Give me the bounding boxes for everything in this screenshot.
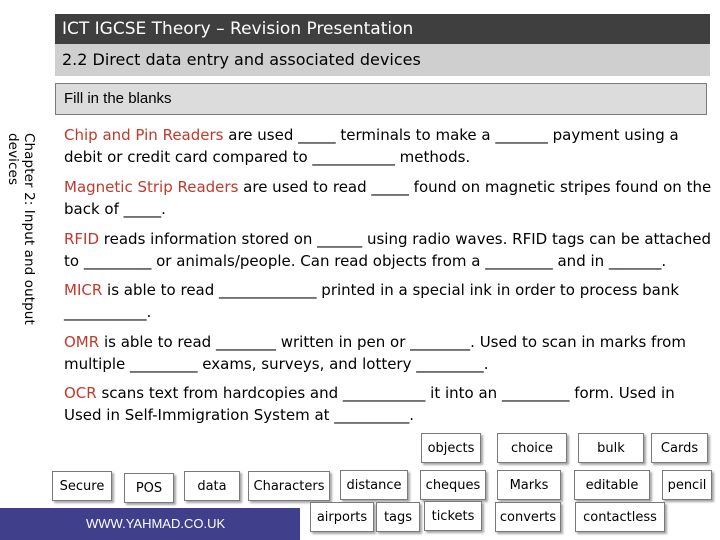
term: Magnetic Strip Readers xyxy=(64,178,239,196)
term: OCR xyxy=(64,384,97,402)
term: Chip and Pin Readers xyxy=(64,126,224,144)
word-chip[interactable]: contactless xyxy=(575,502,665,532)
paragraph-text: is able to read _____________ printed in a special ink in order to process bank ___________. xyxy=(64,281,680,321)
paragraph-chip-pin xyxy=(64,124,714,168)
word-chip[interactable]: editable xyxy=(574,470,650,500)
website-footer[interactable]: WWW.YAHMAD.CO.UK xyxy=(0,508,300,540)
paragraph-rfid xyxy=(64,228,714,272)
section-subtitle: 2.2 Direct data entry and associated devices xyxy=(55,44,710,76)
word-chip[interactable]: choice xyxy=(497,433,567,463)
word-chip[interactable]: tags xyxy=(376,502,420,532)
word-chip[interactable]: airports xyxy=(310,502,374,532)
chapter-side-label: Chapter 2: Input and output devices xyxy=(5,133,37,325)
word-chip[interactable]: Secure xyxy=(52,471,112,501)
word-chip[interactable]: bulk xyxy=(578,433,644,463)
term: RFID xyxy=(64,230,100,248)
paragraph-micr xyxy=(64,279,714,323)
word-chip[interactable]: Marks xyxy=(497,470,561,500)
word-chip[interactable]: distance xyxy=(340,470,408,500)
paragraph-ocr xyxy=(64,382,714,426)
paragraph-magnetic-strip xyxy=(64,176,714,220)
word-chip[interactable]: Characters xyxy=(248,471,330,501)
word-chip[interactable]: Cards xyxy=(651,433,708,463)
paragraph-omr xyxy=(64,331,714,375)
word-chip[interactable]: converts xyxy=(495,502,561,532)
paragraph-text: is able to read ________ written in pen or ________. Used to scan in marks from multiple _________ exams, surveys, and lottery _________. xyxy=(64,333,686,373)
term: MICR xyxy=(64,281,103,299)
word-chip[interactable]: tickets xyxy=(424,501,482,531)
task-heading: Fill in the blanks xyxy=(55,83,707,115)
paragraph-text: scans text from hardcopies and ___________ it into an _________ form. Used in Used in Self-Immigration System at __________. xyxy=(64,384,675,424)
presentation-title: ICT IGCSE Theory – Revision Presentation xyxy=(55,14,710,44)
paragraph-text: reads information stored on ______ using radio waves. RFID tags can be attached to _________ or animals/people. Can read objects from a _________ and in _______. xyxy=(64,230,711,270)
paragraph-text: are used to read _____ found on magnetic stripes found on the back of _____. xyxy=(64,178,712,218)
word-chip[interactable]: cheques xyxy=(420,470,486,500)
paragraph-text: are used _____ terminals to make a _______ payment using a debit or credit card compared to ___________ methods. xyxy=(64,126,679,166)
term: OMR xyxy=(64,333,100,351)
word-chip[interactable]: POS xyxy=(124,473,174,503)
word-chip[interactable]: objects xyxy=(421,433,481,463)
word-chip[interactable]: data xyxy=(184,471,240,501)
word-chip[interactable]: pencil xyxy=(662,470,712,500)
